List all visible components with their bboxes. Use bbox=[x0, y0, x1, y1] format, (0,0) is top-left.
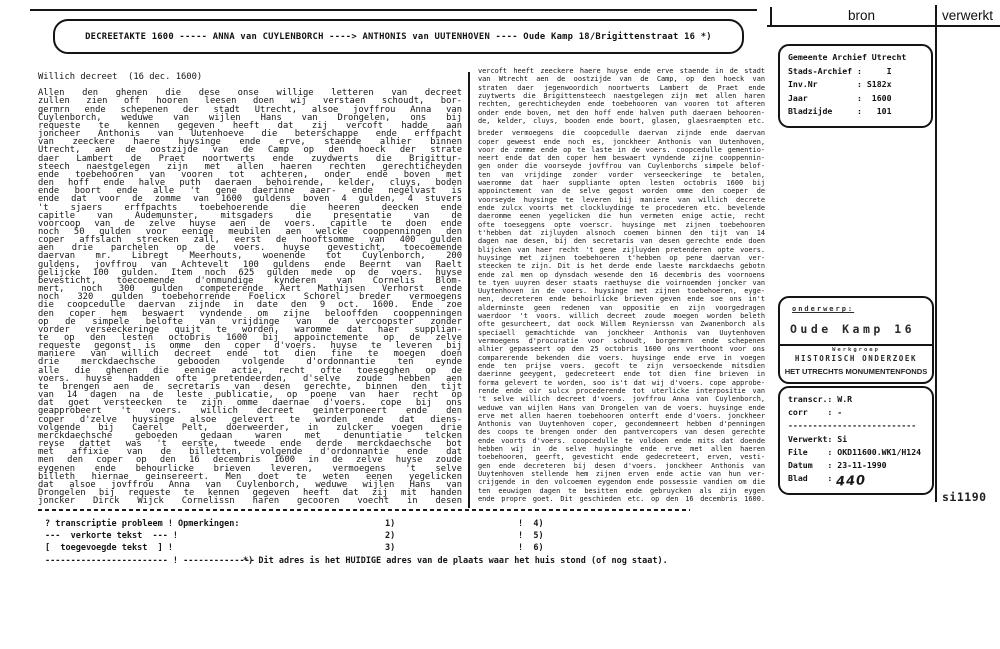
text-line: voor de zomme ende op te laste in de voers. coopcedulle gementio- bbox=[478, 145, 765, 154]
text-line: van Wtrecht aen de oostzijde van de Camp, op den hoeck van bbox=[478, 75, 765, 84]
bron-column-header: bron bbox=[848, 8, 876, 23]
legend-note-3: 3) bbox=[385, 543, 396, 553]
monumentenfonds-label: HET UTRECHTS MONUMENTENFONDS bbox=[784, 367, 928, 376]
text-line: Cuylenborch, weduwe van wijlen Hans van Drongelen, ons bij bbox=[38, 112, 462, 123]
text-line: voers. huyse hadden ofte pretendeerden, d'selve zoude hebben aen bbox=[38, 373, 462, 384]
footer-code: si1190 bbox=[942, 490, 987, 504]
text-line: straten daer jegenwoordich noortwerts Lambert de Praet ende bbox=[478, 83, 765, 92]
text-line: eygenen ende behourlicke brieven leveren, vermoegens 't selve bbox=[38, 463, 462, 474]
text-line: den coper hem beswaert vyndende om zijne belooffden cooppenningen bbox=[38, 308, 462, 319]
text-line: capitle van Audemunster, mitsgaders die presentatie van de bbox=[38, 210, 462, 221]
text-line: alderminste geen redenen van oppositie en zijn voorgedragen bbox=[478, 303, 765, 312]
column-divider-rule bbox=[468, 72, 470, 508]
bron-verwerkt-underline bbox=[767, 25, 1000, 27]
text-line: Utrecht, aen de oostzijde van de Camp op den hoeck der strate bbox=[38, 145, 462, 156]
text-line: Drongelen bij requeste te kennen gegeven heeft dat zij mit handen bbox=[38, 487, 462, 498]
text-line: ende zulcx voorts met clockluydinge te procederen etc. bevelende bbox=[478, 204, 765, 212]
text-line: Verwerkt: Si bbox=[788, 433, 848, 444]
text-line: ende zal men op dynsdach wesende den 16 decembris des voornoens bbox=[478, 270, 765, 279]
text-line: des coops te brengen onder den pantvercopers van desen gerechte bbox=[478, 428, 765, 437]
text-line: daer Lambert de Praet noortwerts ende zuydwerts die Brigittur- bbox=[38, 153, 462, 164]
text-line: van zeeckere haere huysinge ende erve, staende alhier binnen bbox=[38, 137, 462, 148]
text-line: coper d'zelve huysinge alsoe gelevert te worden ende dat diens- bbox=[38, 414, 462, 425]
text-line: guldens, jovffrou van Achtevelt 100 guldens ende Beernt van Raelt bbox=[38, 259, 462, 270]
text-line: File : OKD11600.WK1/H124 bbox=[788, 446, 922, 457]
right-paragraph-1 bbox=[478, 67, 765, 125]
text-line: gelijcke 100 gulden. Item noch 625 gulden mede op de voers. huyse bbox=[38, 267, 462, 278]
text-line: bevesticht, toecoemende d'onmundige kynderen van Cornelis Blom- bbox=[38, 275, 462, 286]
text-line: corr : - bbox=[788, 407, 843, 418]
text-line: den hoff ende halve puth daeraen behoirende, kelder, cluys, boden bbox=[38, 178, 462, 189]
text-line: de, kelder, cluys, booden ende boort, glasen, glaesraempten etc. bbox=[478, 116, 765, 125]
text-line: billeth hiernae geinsereert. Men doet te weten eenen yegelicken bbox=[38, 471, 462, 482]
text-line: onder ende boven, met den hoff ende halven puth daeraen behooren- bbox=[478, 108, 765, 117]
text-line: ende ten prijse voers. gecoft te zijn versoeckende mitsdien bbox=[478, 361, 765, 370]
text-line: die coopcedulle daervan zijnde in date den 9 oct. 1600. Ende zoe bbox=[38, 300, 462, 311]
legend-note-4: ! 4) bbox=[518, 519, 544, 529]
text-line: joncheer Anthonis van Uutenhoeve die beterschappe ende erffpacht bbox=[38, 129, 462, 140]
text-line: ende propre goet. Dit geschieden etc. op den 16 decembris 1600. bbox=[478, 494, 765, 503]
text-line: t'hebben dat zijluyden alsnoch coemen binnen den tijt van 14 bbox=[478, 228, 765, 237]
text-line: joncker Dirck Wijck Cornelissn haren gecooren voecht in desen bbox=[38, 496, 462, 507]
subject-address: Oude Kamp 16 bbox=[790, 322, 916, 336]
text-line: dat alsoe jovffrou Anna van Cuylenborch, weduwe wijlen Hans van bbox=[38, 479, 462, 490]
text-line: ten eeuwigen dagen te besitten ende gebruycken als zijn eygen bbox=[478, 486, 765, 495]
text-line: volgende bij Caerel Pelt, doerweerder, in zulcker voegen drie bbox=[38, 422, 462, 433]
text-line: daerinne geeygent, gedecreteert ende tot dien fine brieven in bbox=[478, 370, 765, 379]
subject-box-divider bbox=[780, 344, 932, 346]
text-line: ende toebehooren van vooren tot achteren, onder ende boven met bbox=[38, 169, 462, 180]
text-line: te op den lesten octobris 1600 bij appoinctemente op de zelve bbox=[38, 333, 462, 343]
text-line: requeste gegonst is omme den coper d'voers. huyse te leveren bij bbox=[38, 341, 462, 352]
legend-row-3 bbox=[0, 543, 1000, 555]
text-line: geapprobeert 't voers. willich decreet geinterponeert ende den bbox=[38, 406, 462, 417]
text-line: coper affslach strecken zall, eerst de hooftsomme van 400 gulden bbox=[38, 235, 462, 246]
right-paragraph-2 bbox=[478, 129, 765, 503]
processing-box bbox=[778, 386, 934, 495]
text-line: -------------------------- bbox=[788, 420, 917, 431]
legend-note-6: ! 6) bbox=[518, 543, 544, 553]
legend-row-4 bbox=[0, 556, 1000, 568]
text-line: steecken te zijn. Dit is het derde ende laeste marckdaechs gebotn bbox=[478, 262, 765, 271]
top-rule-left bbox=[30, 9, 757, 11]
legend-shortened-text: --- verkorte tekst --- ! bbox=[45, 531, 179, 541]
legend-transcription-problem: ? transcriptie probleem ! Opmerkingen: bbox=[45, 519, 240, 529]
text-line: gen ende decreteren bij desen d'voers. jonckheer Anthonis van bbox=[478, 461, 765, 470]
text-line: waeromme dat haer suppliante opten lesten octobris 1600 bij bbox=[478, 179, 765, 188]
text-line: crijgende in den volcoemen eygendom ende possessie vandien om die bbox=[478, 478, 765, 487]
text-line: Inv.Nr : S182x bbox=[788, 79, 892, 90]
text-line: ofte gesurcheert, dat oock Willem Reynierssn van Zwanenborch als bbox=[478, 320, 765, 329]
legend-row-2 bbox=[0, 531, 1000, 543]
archive-source-lines bbox=[780, 46, 931, 119]
text-line: met affixie van de billetten, volgende d'ordonnantie ende dat bbox=[38, 447, 462, 458]
text-line: transcr.: W.R bbox=[788, 394, 853, 404]
text-line: Bladzijde : 101 bbox=[788, 106, 892, 117]
right-column-divider-rule bbox=[935, 5, 937, 502]
text-line: nen, decreteren ende behoirlicke brieven geven ende soe ons in't bbox=[478, 295, 765, 304]
text-line: Anthonis van Uuytenhoven coper, gecondemneert hebben d'penningen bbox=[478, 420, 765, 429]
text-line: Allen den ghenen die dese onse willige letteren van decreet bbox=[38, 88, 462, 99]
werkgroep-label: Werkgroep bbox=[832, 347, 880, 353]
text-line: merckdaechsche geboeden gedaan waren met denuntiatie telcken bbox=[38, 430, 462, 441]
subject-label: onderwerp: bbox=[792, 305, 855, 313]
text-line: germrn ende schepenen der stadt Utrecht, alsoe jovffrou Anna van bbox=[38, 104, 462, 115]
text-line: ten van vrijdinge zonder vorder verseeckeringe te betalen, bbox=[478, 170, 765, 179]
text-line: mert, noch 300 gulden competerende Aert Mathijsen Verhorst ende bbox=[38, 284, 462, 295]
text-line: appoinctement van de selve gegost worden omme den coeper de bbox=[478, 187, 765, 196]
text-line: dat goet versteecken te zijn omme daernae d'voers. cope bij ons bbox=[38, 398, 462, 409]
legend-note-1: 1) bbox=[385, 519, 396, 529]
text-line: vermoegens d'procuratie voor schoudt, borgermrn ende schepenen bbox=[478, 337, 765, 345]
legend-separator bbox=[38, 509, 690, 511]
text-line: daeromme eenen yegelicken die hun vermeten enige actie, recht bbox=[478, 212, 765, 221]
body-left-column bbox=[38, 73, 462, 505]
text-line: drie merckdaechsche gebooden volgende d'ordonnantie ten eynde bbox=[38, 357, 462, 368]
text-line: huysinge met zijnen toebehoeren t'hebben op pene daervan ver- bbox=[478, 253, 765, 262]
text-line: zullen zien off hooren leesen doen wij verstaen schoudt, bor- bbox=[38, 96, 462, 107]
text-line: reyse dattet was 't eerste, tweede ende derde merckdaechsche bot bbox=[38, 439, 462, 450]
text-line: vercoft heeft zeeckere haere huyse ende erve staende in de stadt bbox=[478, 67, 765, 75]
legend-added-text: [ toegevoegde tekst ] ! bbox=[45, 543, 173, 553]
text-line: breder vermoegens die coopcedulle daervan zijnde ende daervan bbox=[478, 129, 765, 138]
historisch-onderzoek-label: HISTORISCH ONDERZOEK bbox=[794, 354, 918, 363]
text-line: alhier gepasseert op den 25 octobris 1600 ons verthoont voor ons bbox=[478, 345, 765, 354]
text-line: forma gelevert te worden, soo is't dat wij d'voers. cope approbe- bbox=[478, 378, 765, 387]
text-line: 't sjaers erffpachts toebehoerende die heeren deecken ende bbox=[38, 202, 462, 213]
text-line: speciaell gemachtichde van jonckheer Anthonis van Uuytenhoven bbox=[478, 328, 765, 337]
body-right-column bbox=[478, 67, 765, 503]
archive-source-box bbox=[778, 44, 933, 128]
text-line: blijcken van haer recht 't gene zijluyden pretenderen opte voers. bbox=[478, 245, 765, 254]
text-line: van 14 dagen na de leste publicatie, op poene van haer recht op bbox=[38, 390, 462, 401]
text-line: requeste te kennen gegeven heeft dat zij vercoft hadde aan bbox=[38, 120, 462, 131]
text-line: alle die ghenen die eenige actie, recht ofte toesegghen op de bbox=[38, 365, 462, 376]
text-line: vorder verseeckeringe quijt te worden, waromme dat haer supplian- bbox=[38, 324, 462, 335]
text-line: rende ende oir sulcx procederende tot uterlicke interpositie van bbox=[478, 386, 765, 395]
text-line: erve met allen haeren toebehooren onterft ende d'voers. jonckheer bbox=[478, 411, 765, 420]
text-line: te brengen aen de secretaris van desen gerechte, binnen den tijt bbox=[38, 381, 462, 392]
title-box bbox=[53, 19, 744, 54]
text-line: dagen nae desen, bij den secretaris van desen gerechte ende doen bbox=[478, 237, 765, 246]
blad-handwritten-value: 440 bbox=[835, 473, 867, 490]
legend-bottom-dashes: ------------------------ ! -------------- bbox=[45, 556, 255, 566]
text-line: aen drie parchelen op de voers. huyse gevesticht, toecoemende bbox=[38, 243, 462, 254]
text-line: Gemeente Archief Utrecht bbox=[788, 52, 907, 62]
legend-note-5: ! 5) bbox=[518, 531, 544, 541]
text-line: Datum : 23-11-1990 bbox=[788, 460, 887, 471]
processing-lines bbox=[780, 388, 932, 485]
legend-row-1 bbox=[0, 519, 1000, 531]
text-line: gen onder die voorseyde jovffrou van Cuylenborchs simpele belof- bbox=[478, 162, 765, 171]
text-line: neert ende dat den coper hem beswaert vyndende zijne cooppennin- bbox=[478, 154, 765, 163]
text-line: comparerende bekenden die voers. huysinge ende erve in voegen bbox=[478, 353, 765, 362]
text-line: coper geweest ende noch es, jonckheer Anthonis van Uutenhoven, bbox=[478, 137, 765, 146]
text-line: op de simpele belofte van vrijdinge van de vercoopster zonder bbox=[38, 316, 462, 327]
text-line: zuytwerts die Brigittensteech naestgelegen zijn met allen haren bbox=[478, 91, 765, 100]
verwerkt-column-header: verwerkt bbox=[942, 8, 994, 23]
text-line: ende voorts d'voers. coopcedulle te voldoen ende mits dat doende bbox=[478, 436, 765, 445]
text-line: men den coper op den 16 decembris 1600 in de zelve huyse zoude bbox=[38, 455, 462, 466]
text-line: weduwe van wijlen Hans van Drongelen van de voers. huysinge ende bbox=[478, 403, 765, 412]
text-line: toebehooren, geerft, gevesticht ende gedecreteert, erven, vesti- bbox=[478, 453, 765, 462]
text-line: Uuytenhoven stellende hem zijnen erven ende actie van hun ver- bbox=[478, 470, 765, 478]
text-line: daervan mr. Libregt Meerhouts, woenende tot Cuylenborch, 200 bbox=[38, 251, 462, 262]
text-line: te tyen uuyren deser staats raethuyse die voirnoemden joncker van bbox=[478, 278, 765, 287]
text-line: maniere van willich decreet ende tot dien fine te moegen doen bbox=[38, 349, 462, 360]
text-line: voorcoop van de zelve huyse aen de voers. capitle te doen ende bbox=[38, 218, 462, 229]
text-line: Blad : bbox=[788, 473, 833, 484]
text-line: ende dat voor de zomme van 1600 guldens boven 4 gulden, 4 stuvers bbox=[38, 194, 462, 205]
text-line: ende boort ende alle 't gene daerinne aaer- ende negelvast is bbox=[38, 186, 462, 197]
legend-note-2: 2) bbox=[385, 531, 396, 541]
text-line: noch 50 gulden voor eenige meubilen aen welcke cooppenningen den bbox=[38, 226, 462, 237]
text-line: Stads-Archief : I bbox=[788, 65, 892, 76]
document-title: DECREETAKTE 1600 ----- ANNA van CUYLENBORCH ----> ANTHONIS van UUTENHOVEN ---- Oude Kamp 18/Brigittenstraat 16 *) bbox=[85, 31, 712, 42]
text-line: Jaar : 1600 bbox=[788, 92, 892, 103]
text-line: Willich decreet (16 dec. 1600) bbox=[38, 72, 203, 82]
text-line: Uuytenhoven in de voers. huysinge met zijnen toebehoeren, eyge- bbox=[478, 287, 765, 296]
legend-address-note: *) Dit adres is het HUIDIGE adres van de plaats waar het huis stond (of nog staat). bbox=[243, 556, 668, 566]
text-line: waerdoor 't voors. willich decreet zoude moegen worden beleth bbox=[478, 312, 765, 321]
text-line: 't selve willich decreet d'voers. jovffrou Anna van Cuylenborch, bbox=[478, 395, 765, 404]
text-line: steech naestgelegen zijn met allen haeren rechten gerechticheyden bbox=[38, 161, 462, 172]
text-line: ofte toeseggens opte voerscr. huysinge met zijnen toebehooren bbox=[478, 220, 765, 229]
text-line: hebben wij in de selve huysinghe ende erve met allen haeren bbox=[478, 445, 765, 454]
text-line: rechten, gerechticheyden ende toebehooren van vooren tot afteren bbox=[478, 100, 765, 109]
subject-box bbox=[778, 296, 934, 384]
bron-left-tick bbox=[770, 7, 772, 26]
text-line: noch 320 gulden toebehorrende Foelicx Schorel breder vermoegens bbox=[38, 292, 462, 303]
text-line: voorseyde huysinge te leveren bij maniere van willich decrete bbox=[478, 195, 765, 204]
